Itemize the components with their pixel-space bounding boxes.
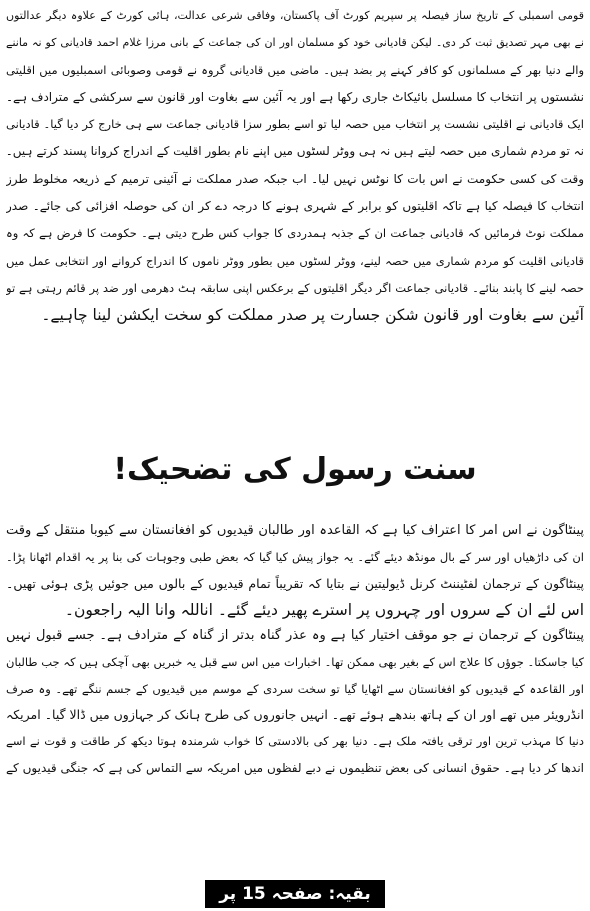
article-line: انتخاب کا فیصلہ کیا ہے تاکہ اقلیتوں کو برابر کے شہری ہونے کا درجہ دے کر ان کی حوصلہ افزائی کی جائے۔ صدر — [6, 199, 584, 214]
article-line: ایک قادیانی نے اقلیتی نشست پر انتخاب میں حصہ لیا تو اسے بطور سزا قادیانی جماعت سے ہی خارج کر دیا گیا۔ قادیانی — [6, 117, 584, 132]
continued-container — [0, 880, 590, 908]
article-line: پینٹاگون کے ترجمان لفٹیننٹ کرنل ڈیولیتین نے بتایا کہ تقریباً تمام قیدیوں کے بالوں میں جوئیں پڑی ہوئی تھیں۔ — [6, 575, 584, 591]
article-line: نے بھی مہر تصدیق ثبت کر دی۔ لیکن قادیانی خود کو مسلمان اور ان کی جماعت کے بانی مرزا غلام احمد قادیانی کو نہ ماننے — [6, 36, 584, 50]
article-line: وقت کی کسی حکومت نے اس بات کا نوٹس نہیں لیا۔ اب جبکہ صدر مملکت نے آئینی ترمیم کے ذریعہ مخلوط طرز — [6, 171, 584, 186]
article-line: قادیانی اقلیت کو مردم شماری میں حصہ لینے، ووٹر لسٹوں میں بطور ووٹر ناموں کا اندراج کروانے اور انتخابی عمل میں — [6, 253, 584, 268]
article-line: پینٹاگون نے اس امر کا اعتراف کیا ہے کہ القاعدہ اور طالبان قیدیوں کو افغانستان سے کیوبا منتقل کے وقت — [6, 523, 584, 538]
article-line: آئین سے بغاوت اور قانون شکن جسارت پر صدر مملکت کو سخت ایکشن لینا چاہیے۔ — [41, 306, 584, 325]
article-line: حصہ لینے کا پابند بنائے۔ قادیانی جماعت اگر دیگر اقلیتوں کے برعکس اپنی سابقہ ہٹ دھرمی اور ضد پر قائم رہتی ہے تو — [6, 280, 584, 295]
article-line: ان کی داڑھیاں اور سر کے بال مونڈھ دیئے گئے۔ یہ جواز پیش کیا گیا کہ بعض طبی وجوہات کی بنا پر یہ اقدام اٹھانا پڑا۔ — [6, 550, 584, 565]
article-line: والے دنیا بھر کے مسلمانوں کو کافر کہنے پر بضد ہیں۔ ماضی میں قادیانی گروہ نے قومی وصوبائی اسمبلیوں میں اقلیتی — [6, 62, 584, 77]
article-line: انڈرویئر میں تھے اور ان کے ہاتھ بندھے ہوئے تھے۔ انہیں جانوروں کی طرح ہانک کر جہازوں میں ڈالا گیا۔ امریکہ — [6, 707, 584, 723]
article-line: اور القاعدہ کے قیدیوں کو افغانستان سے اٹھایا گیا تو سخت سردی کے موسم میں قیدیوں کے جسم ننگے تھے۔ وہ صرف — [6, 681, 584, 696]
article-line: اس لئے ان کے سروں اور چہروں پر استرے پھیر دیئے گئے۔ اناللہ وانا الیہ راجعون۔ — [64, 600, 584, 619]
article-line: اندھا کر دیا ہے۔ حقوق انسانی کی بعض تنظیموں نے دبے لفظوں میں امریکہ سے التماس کی ہے کہ جنگی قیدیوں کے — [6, 760, 584, 775]
article-line: مملکت نوٹ فرمائیں کہ قادیانی جماعت ان کے جذبہ ہمدردی کا جواب کس طرح دیتی ہے۔ حکومت کا فرض ہے کہ وہ — [6, 226, 584, 241]
continued-on-page-label: بقیہ: صفحہ 15 پر — [205, 880, 385, 908]
article-line: کیا جاسکتا۔ جوؤں کا علاج اس کے بغیر بھی ممکن تھا۔ اخبارات میں اس سے قبل یہ خبریں بھی آچکی ہیں کہ جب طالبان — [6, 655, 584, 670]
article-bottom — [6, 518, 584, 781]
article-top — [6, 2, 584, 330]
article-line: نہ تو مردم شماری میں حصہ لیتے ہیں نہ ہی ووٹر لسٹوں میں اپنے نام بطور اقلیت کے اندراج کروانا پسند کرتے ہیں۔ — [6, 144, 584, 159]
heading-container — [0, 452, 590, 487]
article-line: نشستوں پر انتخاب کا مسلسل بائیکاٹ جاری رکھا ہے اور یہ آئین سے بغاوت اور قانون سے سرکشی کے مترادف ہے۔ — [6, 89, 584, 104]
article-line: دنیا کا مہذب ترین اور ترقی یافتہ ملک ہے۔ دنیا بھر کی بالادستی کا خواب شرمندہ ہوتا دیکھ کر طاقت و قوت نے اسے — [6, 734, 584, 749]
article-line: پینٹاگون کے ترجمان نے جو موقف اختیار کیا ہے وہ عذر گناہ بدتر از گناہ کے مترادف ہے۔ جسے قبول نہیں — [6, 628, 584, 644]
article-heading: سنت رسول کی تضحیک! — [113, 452, 477, 487]
article-line: قومی اسمبلی کے تاریخ ساز فیصلہ پر سپریم کورٹ آف پاکستان، وفاقی شرعی عدالت، ہائی کورٹ کے علاوہ دیگر عدالتوں — [6, 9, 584, 22]
